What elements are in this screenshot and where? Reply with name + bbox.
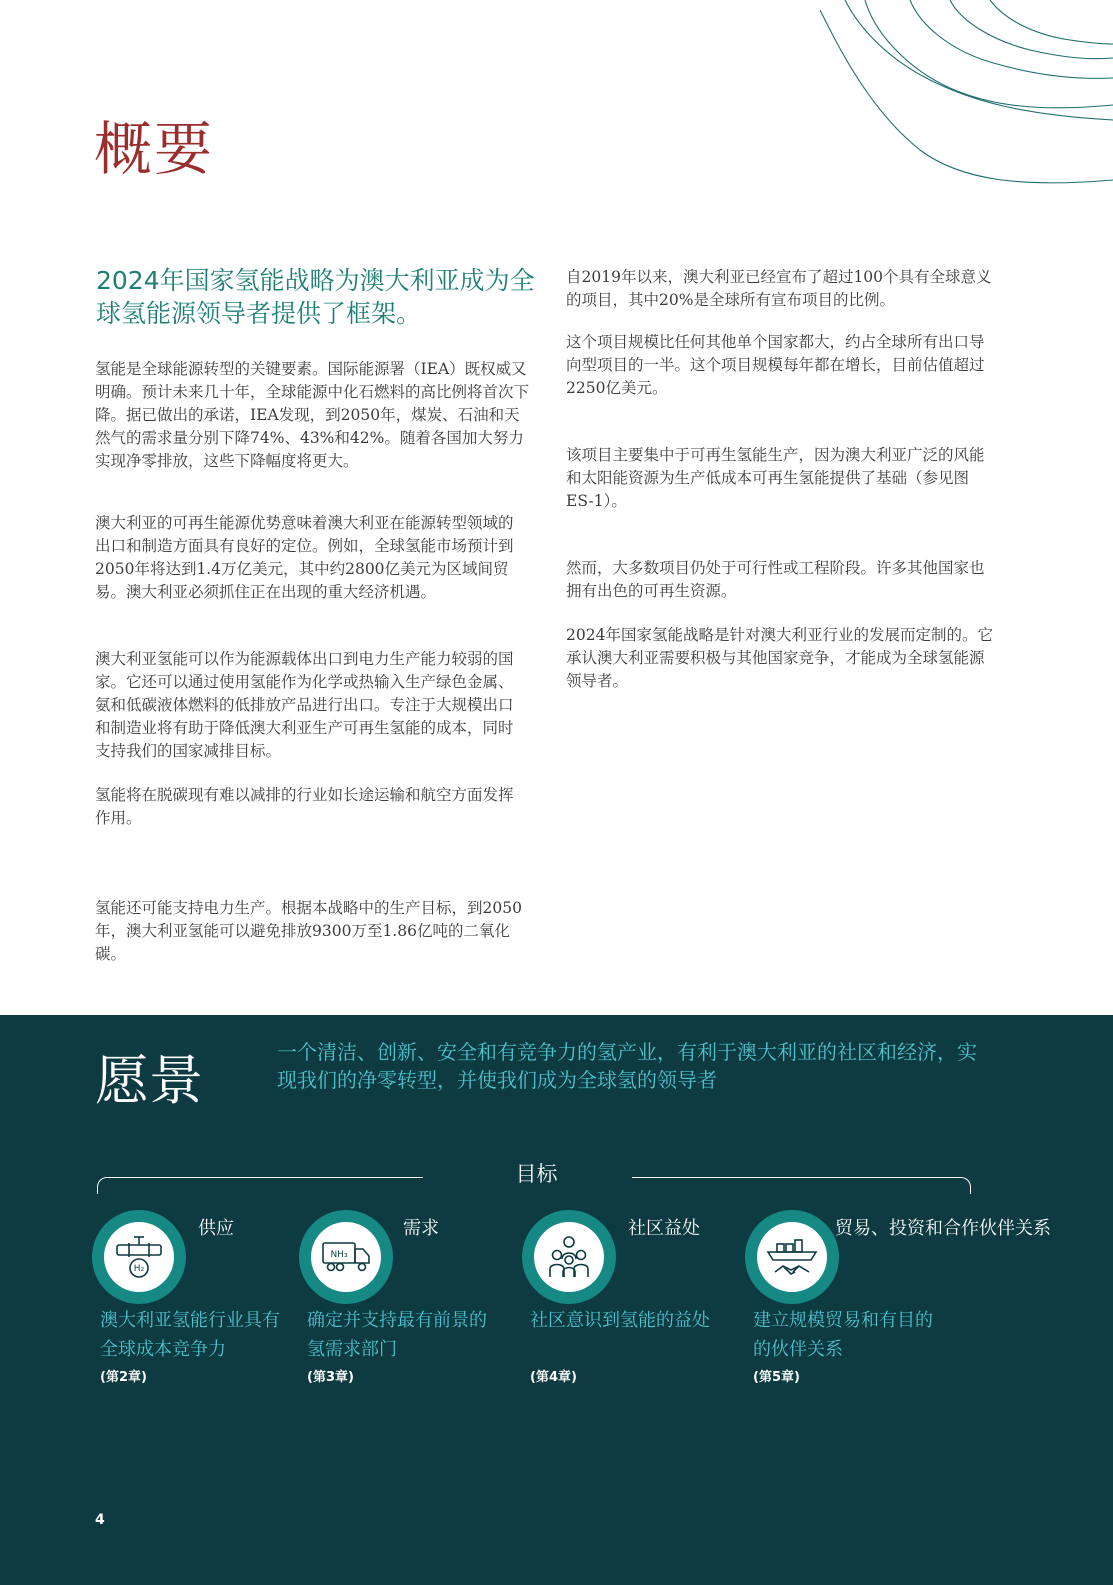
goal-text: 建立规模贸易和有目的的伙伴关系 bbox=[753, 1310, 933, 1360]
vision-title: 愿景 bbox=[95, 1049, 203, 1112]
left-paragraph-2: 澳大利亚的可再生能源优势意味着澳大利亚在能源转型领域的出口和制造方面具有良好的定位。例如，全球氢能市场预计到2050年将达到1.4万亿美元，其中约2800亿美元为区域间贸易。澳大利亚必须抓住正在出现的重大经济机遇。 bbox=[95, 514, 514, 601]
right-paragraph-4: 然而，大多数项目仍处于可行性或工程阶段。许多其他国家也拥有出色的可再生资源。 bbox=[566, 559, 985, 600]
goals-heading: 目标 bbox=[515, 1162, 558, 1186]
svg-text:H₂: H₂ bbox=[133, 1264, 145, 1274]
right-paragraph-1: 自2019年以来，澳大利亚已经宣布了超过100个具有全球意义的项目，其中20%是全球所有宣布项目的比例。 bbox=[566, 268, 992, 309]
goal-community-benefits bbox=[522, 1210, 742, 1400]
goal-text: 社区意识到氢能的益处 bbox=[530, 1310, 710, 1331]
goal-text: 确定并支持最有前景的氢需求部门 bbox=[307, 1310, 487, 1360]
goal-label: 社区益处 bbox=[628, 1218, 700, 1239]
goal-icon-ring bbox=[522, 1210, 616, 1304]
left-paragraph-1: 氢能是全球能源转型的关键要素。国际能源署（IEA）既权威又明确。预计未来几十年，全球能源中化石燃料的高比例将首次下降。据已做出的承诺，IEA发现，到2050年，煤炭、石油和天然气的需求量分别下降74%、43%和42%。随着各国加大努力实现净零排放，这些下降幅度将更大。 bbox=[95, 360, 530, 470]
right-paragraph-3: 该项目主要集中于可再生氢能生产，因为澳大利亚广泛的风能和太阳能资源为生产低成本可再生氢能提供了基础（参见图ES-1）。 bbox=[566, 446, 985, 510]
goal-label: 供应 bbox=[198, 1218, 234, 1239]
goal-chapter: (第2章) bbox=[100, 1370, 147, 1385]
nh3-label: NH₃ bbox=[330, 1250, 348, 1260]
goal-label: 贸易、投资和合作伙伴关系 bbox=[835, 1218, 1051, 1239]
ship-handshake-icon bbox=[765, 1232, 819, 1282]
goal-supply bbox=[92, 1210, 312, 1400]
goals-bracket-left bbox=[105, 1177, 423, 1178]
goal-icon-ring bbox=[92, 1210, 186, 1304]
right-paragraph-2: 这个项目规模比任何其他单个国家都大，约占全球所有出口导向型项目的一半。这个项目规模每年都在增长，目前估值超过2250亿美元。 bbox=[566, 333, 985, 397]
goal-chapter: (第4章) bbox=[530, 1370, 577, 1385]
left-paragraph-5: 氢能还可能支持电力生产。根据本战略中的生产目标，到2050年，澳大利亚氢能可以避免排放9300万至1.86亿吨的二氧化碳。 bbox=[95, 899, 522, 963]
goal-text: 澳大利亚氢能行业具有全球成本竞争力 bbox=[100, 1310, 280, 1360]
right-paragraph-5: 2024年国家氢能战略是针对澳大利亚行业的发展而定制的。它承认澳大利亚需要积极与其他国家竞争，才能成为全球氢能源领导者。 bbox=[566, 626, 993, 690]
goals-bracket-left-hook bbox=[97, 1177, 108, 1194]
goal-trade-investment bbox=[745, 1210, 1085, 1400]
goal-icon-ring bbox=[299, 1210, 393, 1304]
goals-bracket-right bbox=[632, 1177, 962, 1178]
left-paragraph-4: 氢能将在脱碳现有难以减排的行业如长途运输和航空方面发挥作用。 bbox=[95, 786, 514, 827]
vision-statement: 一个清洁、创新、安全和有竞争力的氢产业，有利于澳大利亚的社区和经济，实现我们的净零转型，并使我们成为全球氢的领导者 bbox=[277, 1040, 977, 1092]
goal-chapter: (第5章) bbox=[753, 1370, 800, 1385]
left-paragraph-3: 澳大利亚氢能可以作为能源载体出口到电力生产能力较弱的国家。它还可以通过使用氢能作为化学或热输入生产绿色金属、氨和低碳液体燃料的低排放产品进行出口。专注于大规模出口和制造业将有助于降低澳大利亚生产可再生氢能的成本，同时支持我们的国家减排目标。 bbox=[95, 650, 514, 760]
goal-icon-ring bbox=[745, 1210, 839, 1304]
decorative-wave-lines bbox=[820, 0, 1113, 190]
hydrogen-pipeline-icon bbox=[113, 1231, 165, 1283]
goal-label: 需求 bbox=[403, 1218, 439, 1239]
nh3-truck-icon bbox=[320, 1237, 372, 1277]
goal-chapter: (第3章) bbox=[307, 1370, 354, 1385]
section-subtitle: 2024年国家氢能战略为澳大利亚成为全球氢能源领导者提供了框架。 bbox=[96, 266, 535, 328]
page-title: 概要 bbox=[94, 115, 215, 183]
goal-demand bbox=[299, 1210, 519, 1400]
community-people-icon bbox=[546, 1233, 592, 1281]
page-number: 4 bbox=[95, 1512, 105, 1528]
